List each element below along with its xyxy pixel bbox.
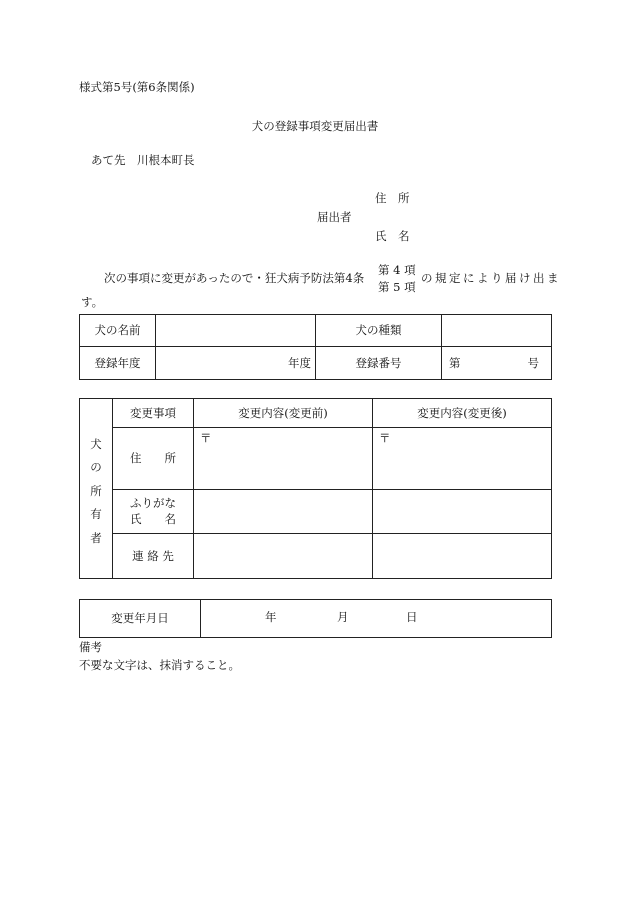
statement-option-5: 第 5 項 (378, 280, 416, 294)
contact-after-field[interactable] (373, 534, 552, 579)
date-month-label: 月 (337, 610, 349, 624)
col-header-item: 変更事項 (113, 399, 194, 428)
row-label-contact: 連 絡 先 (113, 534, 194, 579)
owner-label-char: 犬 (90, 436, 102, 451)
applicant-address-label: 住 所 (375, 191, 410, 205)
reg-year-field[interactable] (156, 347, 316, 380)
owner-label-char: 有 (90, 507, 102, 522)
change-date-field[interactable] (201, 600, 552, 638)
notes-text: 不要な文字は、抹消すること。 (79, 658, 240, 672)
statement-option-4: 第 4 項 (378, 263, 416, 277)
change-table (79, 398, 552, 579)
applicant-label: 届出者 (317, 210, 352, 224)
address-before-field[interactable] (194, 428, 373, 490)
dog-info-table (79, 314, 552, 380)
col-header-after: 変更内容(変更後) (373, 399, 552, 428)
change-date-label: 変更年月日 (80, 600, 201, 638)
dog-name-field[interactable] (156, 315, 316, 347)
row-label-furigana: ふりがな (130, 495, 176, 510)
reg-number-label: 登録番号 (316, 347, 442, 380)
applicant-name-label: 氏 名 (375, 229, 410, 243)
addressee: あて先 川根本町長 (91, 153, 195, 167)
postal-mark: 〒 (200, 431, 212, 445)
statement-after: の規定により届け出ま (421, 271, 561, 285)
change-date-table (79, 599, 552, 638)
row-label-name (113, 490, 194, 534)
address-after-field[interactable] (373, 428, 552, 490)
dog-breed-field[interactable] (442, 315, 552, 347)
form-number: 様式第5号(第6条関係) (79, 80, 195, 94)
name-after-field[interactable] (373, 490, 552, 534)
dog-name-label: 犬の名前 (80, 315, 156, 347)
reg-year-label: 登録年度 (80, 347, 156, 380)
postal-mark: 〒 (379, 431, 391, 445)
notes-heading: 備考 (79, 640, 102, 654)
contact-before-field[interactable] (194, 534, 373, 579)
date-day-label: 日 (406, 610, 418, 624)
owner-label-char: の (90, 460, 102, 475)
reg-number-suffix: 号 (527, 355, 539, 370)
name-before-field[interactable] (194, 490, 373, 534)
reg-number-field[interactable] (442, 347, 552, 380)
row-label-name-text: 氏 名 (130, 511, 176, 526)
owner-label-char: 者 (90, 530, 102, 545)
dog-breed-label: 犬の種類 (316, 315, 442, 347)
row-label-address: 住 所 (113, 428, 194, 490)
date-year-label: 年 (265, 610, 277, 624)
reg-year-suffix: 年度 (288, 355, 311, 370)
reg-number-prefix: 第 (449, 355, 461, 370)
document-title: 犬の登録事項変更届出書 (251, 119, 379, 133)
col-header-before: 変更内容(変更前) (194, 399, 373, 428)
statement-before: 次の事項に変更があったので・狂犬病予防法第4条 (104, 271, 365, 285)
owner-label-char: 所 (90, 483, 102, 498)
statement-wrap: す。 (81, 295, 104, 309)
owner-label (80, 399, 113, 579)
